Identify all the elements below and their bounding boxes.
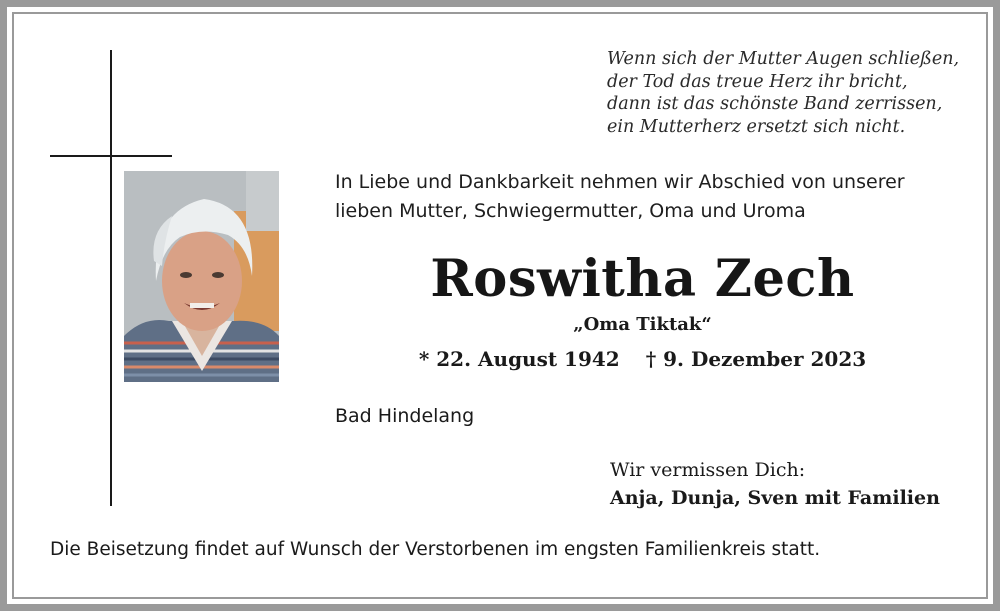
birth-date: * 22. August 1942	[418, 347, 620, 371]
mourners-intro: Wir vermissen Dich:	[610, 459, 806, 481]
poem-line: der Tod das treue Herz ihr bricht,	[607, 71, 908, 92]
residence-place: Bad Hindelang	[335, 405, 475, 427]
deceased-name: Roswitha Zech	[430, 249, 855, 309]
intro-line: In Liebe und Dankbarkeit nehmen wir Abschied von unserer	[335, 171, 905, 193]
poem-line: dann ist das schönste Band zerrissen,	[607, 94, 943, 114]
deceased-nickname: „Oma Tiktak“	[573, 314, 712, 335]
mourners-names: Anja, Dunja, Sven mit Familien	[610, 487, 940, 509]
portrait-photo	[124, 171, 279, 382]
cross-icon-horizontal-beam	[50, 155, 172, 157]
poem-line: Wenn sich der Mutter Augen schließen,	[607, 49, 960, 69]
death-date: † 9. Dezember 2023	[645, 347, 867, 371]
cross-icon-vertical-beam	[110, 50, 112, 506]
memorial-poem	[607, 48, 967, 138]
intro-text	[335, 168, 975, 226]
life-dates	[380, 345, 905, 373]
poem-line: ein Mutterherz ersetzt sich nicht.	[607, 116, 906, 137]
funeral-note: Die Beisetzung findet auf Wunsch der Verstorbenen im engsten Familienkreis statt.	[50, 539, 821, 560]
mourners-block	[610, 456, 940, 512]
intro-line: lieben Mutter, Schwiegermutter, Oma und Uroma	[335, 200, 806, 222]
